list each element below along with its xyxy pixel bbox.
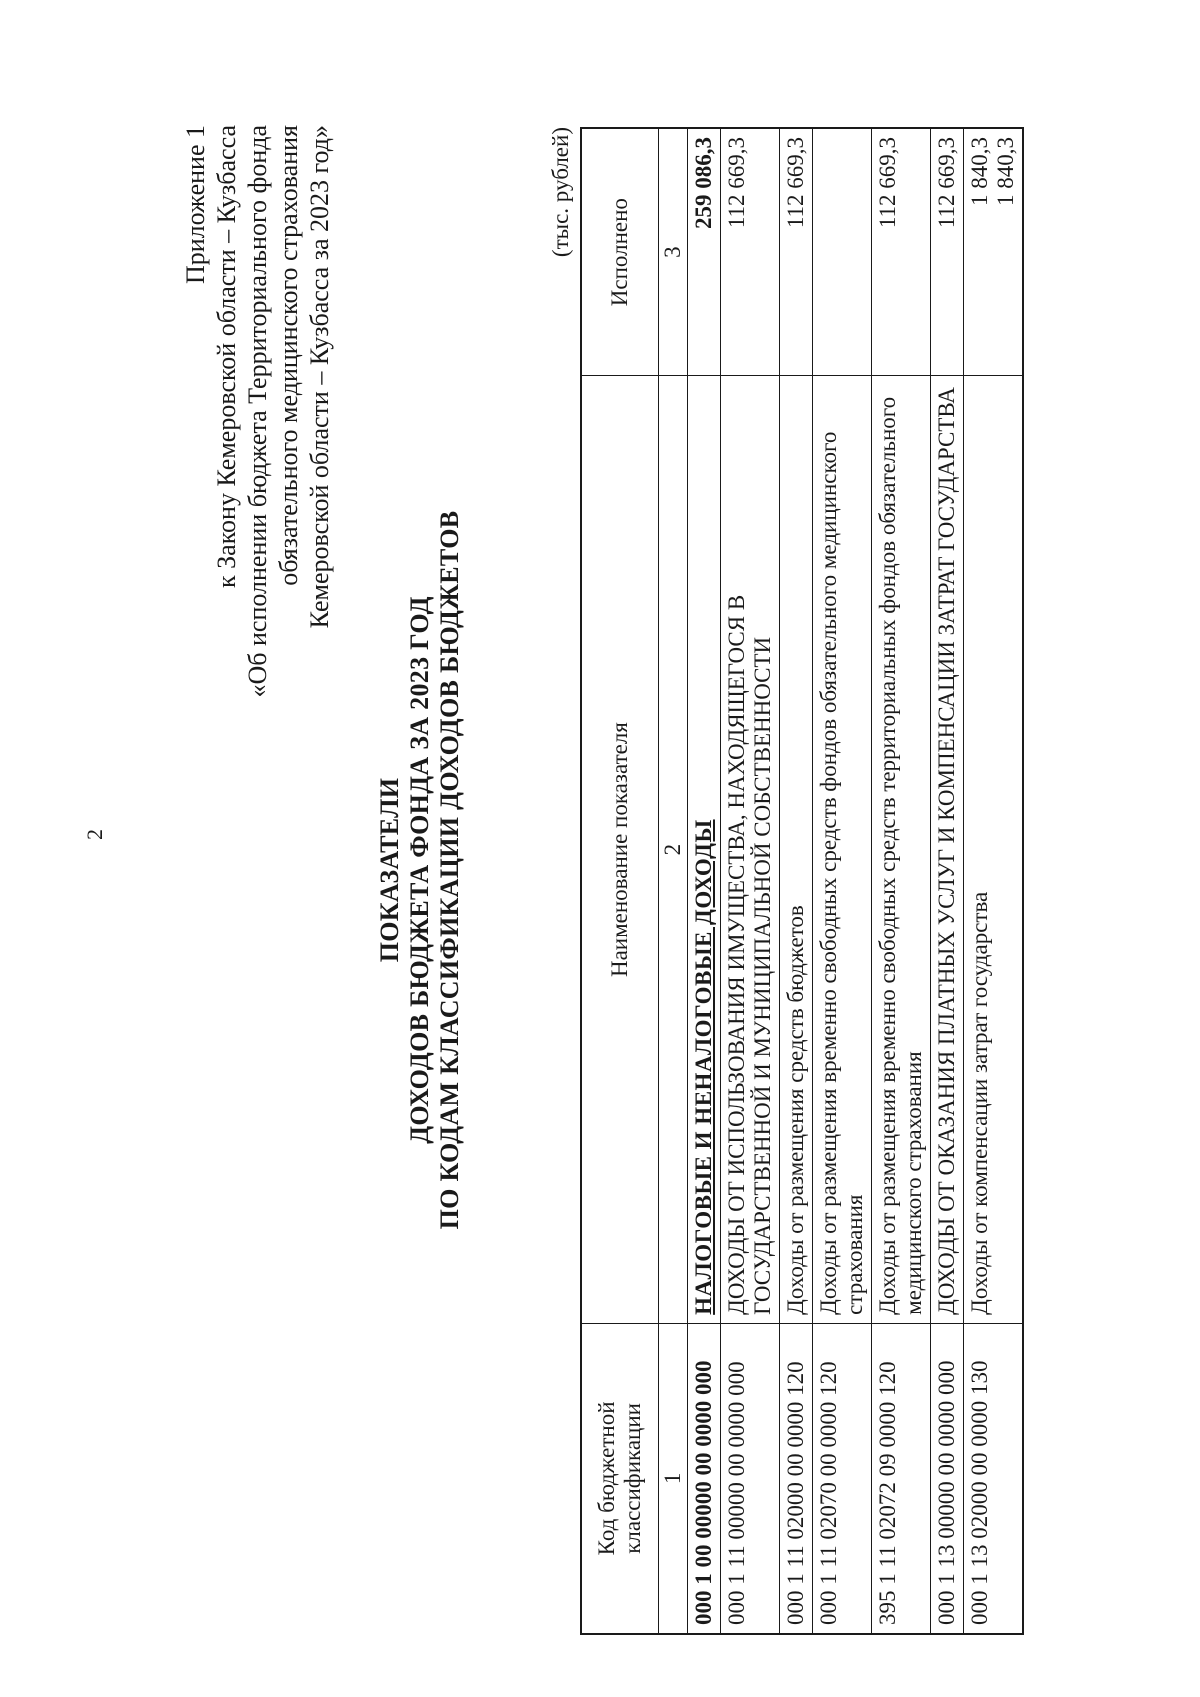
row-value: 112 669,3: [780, 128, 813, 376]
title-line: ПОКАЗАТЕЛИ: [375, 777, 404, 963]
table-row: [964, 128, 1024, 1634]
row-value: [813, 128, 872, 376]
table-row: [721, 128, 780, 1634]
row-name: Доходы от размещения временно свободных средств фондов обязательного медицинского страхования: [813, 376, 872, 1324]
table-row: [688, 128, 721, 1634]
page-number: 2: [82, 829, 107, 840]
value-line: 1 840,3: [993, 137, 1018, 206]
row-name: Доходы от размещения средств бюджетов: [780, 376, 813, 1324]
revenue-table: [580, 127, 1024, 1635]
title-line: ДОХОДОВ БЮДЖЕТА ФОНДА ЗА 2023 ГОД: [405, 596, 434, 1144]
header-code: Код бюджетной классификации: [581, 1323, 659, 1634]
table-row: [931, 128, 964, 1634]
title-line: ПО КОДАМ КЛАССИФИКАЦИИ ДОХОДОВ БЮДЖЕТОВ: [435, 510, 464, 1230]
row-code: 000 1 13 00000 00 0000 000: [931, 1323, 964, 1634]
value-line: 1 840,3: [967, 137, 992, 206]
appendix-line: к Закону Кемеровской области – Кузбасса: [212, 125, 241, 588]
row-code: 000 1 11 02000 00 0000 120: [780, 1323, 813, 1634]
table-row: [780, 128, 813, 1634]
row-code: 000 1 00 00000 00 0000 000: [688, 1323, 721, 1634]
appendix-line: Кемеровской области – Кузбасса за 2023 год»: [305, 125, 334, 629]
row-name: Доходы от размещения временно свободных средств территориальных фондов обязательного медицинского страхования: [872, 376, 931, 1324]
table-row: [872, 128, 931, 1634]
row-value: 259 086,3: [688, 128, 721, 376]
row-name: ДОХОДЫ ОТ ИСПОЛЬЗОВАНИЯ ИМУЩЕСТВА, НАХОДЯЩЕГОСЯ В ГОСУДАРСТВЕННОЙ И МУНИЦИПАЛЬНОЙ СОБСТВЕННОСТИ: [721, 376, 780, 1324]
row-code: 000 1 11 02070 00 0000 120: [813, 1323, 872, 1634]
header-name: Наименование показателя: [581, 376, 659, 1324]
column-number: 3: [659, 128, 688, 376]
document-title: [375, 85, 465, 1655]
column-number: 1: [659, 1323, 688, 1634]
appendix-line: обязательного медицинского страхования: [274, 125, 303, 586]
row-value: [964, 128, 1024, 376]
row-value: 112 669,3: [721, 128, 780, 376]
table-row: [813, 128, 872, 1634]
row-name: НАЛОГОВЫЕ И НЕНАЛОГОВЫЕ ДОХОДЫ: [688, 376, 721, 1324]
units-label: (тыс. рублей): [548, 127, 573, 258]
row-value: 112 669,3: [872, 128, 931, 376]
row-code: 000 1 13 02000 00 0000 130: [964, 1323, 1024, 1634]
header-value: Исполнено: [581, 128, 659, 376]
row-name: ДОХОДЫ ОТ ОКАЗАНИЯ ПЛАТНЫХ УСЛУГ И КОМПЕНСАЦИИ ЗАТРАТ ГОСУДАРСТВА: [931, 376, 964, 1324]
row-code: 395 1 11 02072 09 0000 120: [872, 1323, 931, 1634]
column-number: 2: [659, 376, 688, 1324]
appendix-header: [180, 125, 335, 1025]
row-code: 000 1 11 00000 00 0000 000: [721, 1323, 780, 1634]
appendix-line: «Об исполнении бюджета Территориального фонда: [243, 125, 272, 698]
appendix-line: Приложение 1: [181, 125, 210, 285]
row-value: 112 669,3: [931, 128, 964, 376]
row-name: Доходы от компенсации затрат государства: [964, 376, 1024, 1324]
rotated-document-sheet: [40, 85, 1200, 1655]
